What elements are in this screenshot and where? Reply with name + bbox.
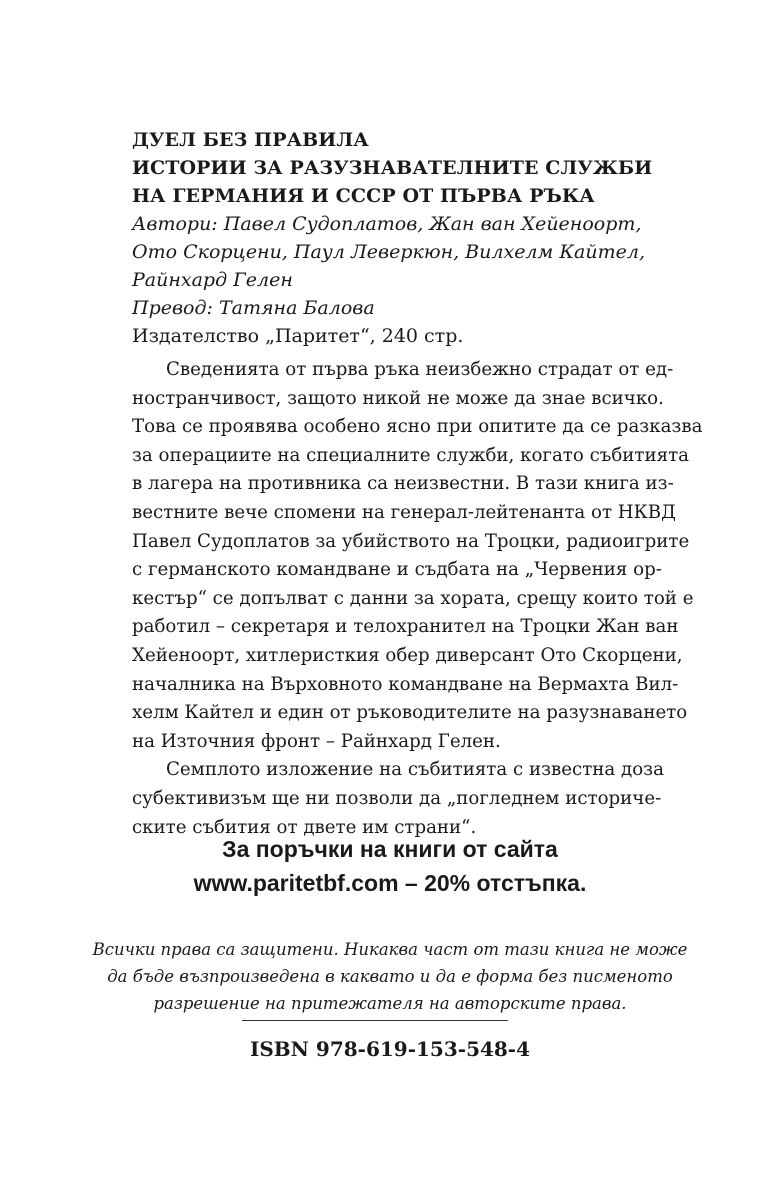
authors-line-3: Райнхард Гелен: [132, 269, 293, 291]
paragraph-line: в лагера на противника са неизвестни. В тази книга из-: [132, 473, 674, 495]
paragraph-line: с германското командване и съдбата на „Червения ор-: [132, 559, 662, 581]
promo-line-1: За поръчки на книги от сайта: [222, 836, 558, 862]
book-info: [132, 126, 652, 350]
paragraph-line: на Източния фронт – Райнхард Гелен.: [132, 730, 501, 752]
authors-line-2: Ото Скорцени, Паул Леверкюн, Вилхелм Кайтел,: [132, 241, 645, 263]
paragraph-line: работил – секретаря и телохранител на Троцки Жан ван: [132, 616, 679, 638]
book-title-line-1: ДУЕЛ БЕЗ ПРАВИЛА: [132, 129, 369, 151]
promo-line-2: www.paritetbf.com – 20% отстъпка.: [193, 870, 587, 896]
translator-line: Превод: Татяна Балова: [132, 297, 375, 319]
rights-line-1: Всички права са защитени. Никаква част от тази книга не може: [92, 940, 688, 959]
copyright-notice: [80, 936, 700, 1017]
paragraph-line: Семплото изложение на събитията с известна доза: [166, 759, 664, 781]
paragraph-line: за операциите на специалните служби, когато събитията: [132, 444, 689, 466]
description: [132, 356, 703, 842]
paragraph-line: Това се проявява особено ясно при опитите да се разказва: [132, 416, 703, 438]
paragraph-line: началника на Върховното командване на Вермахта Вил-: [132, 673, 679, 695]
paragraph-line: вестните вече спомени на генерал-лейтенанта от НКВД: [132, 501, 676, 523]
paragraph-line: Павел Судоплатов за убийството на Троцки, радиоигрите: [132, 530, 690, 552]
paragraph-line: субективизъм ще ни позволи да „погледнем историче-: [132, 787, 662, 809]
paragraph-line: кестър“ се допълват с данни за хората, срещу които той е: [132, 587, 694, 609]
divider-line: [242, 1020, 508, 1021]
order-promo: [100, 832, 680, 900]
paragraph-line: ностранчивост, защото никой не може да знае всичко.: [132, 387, 664, 409]
authors-line-1: Автори: Павел Судоплатов, Жан ван Хейеноорт,: [132, 213, 642, 235]
rights-line-3: разрешение на притежателя на авторските права.: [153, 994, 627, 1013]
paragraph-line: ските събития от двете им страни“.: [132, 816, 477, 838]
book-title-line-3: НА ГЕРМАНИЯ И СССР ОТ ПЪРВА РЪКА: [132, 185, 595, 207]
paragraph-line: Сведенията от първа ръка неизбежно страдат от ед-: [166, 359, 674, 380]
book-title-line-2: ИСТОРИИ ЗА РАЗУЗНАВАТЕЛНИТЕ СЛУЖБИ: [132, 157, 653, 179]
paragraph-line: хелм Кайтел и един от ръководителите на разузнаването: [132, 702, 688, 724]
rights-line-2: да бъде възпроизведена в каквато и да е форма без писменото: [107, 967, 673, 986]
publisher-line: Издателство „Паритет“, 240 стр.: [132, 325, 464, 347]
paragraph-line: Хейеноорт, хитлеристкия обер диверсант Ото Скорцени,: [132, 644, 683, 666]
isbn: ISBN 978-619-153-548-4: [249, 1037, 531, 1061]
